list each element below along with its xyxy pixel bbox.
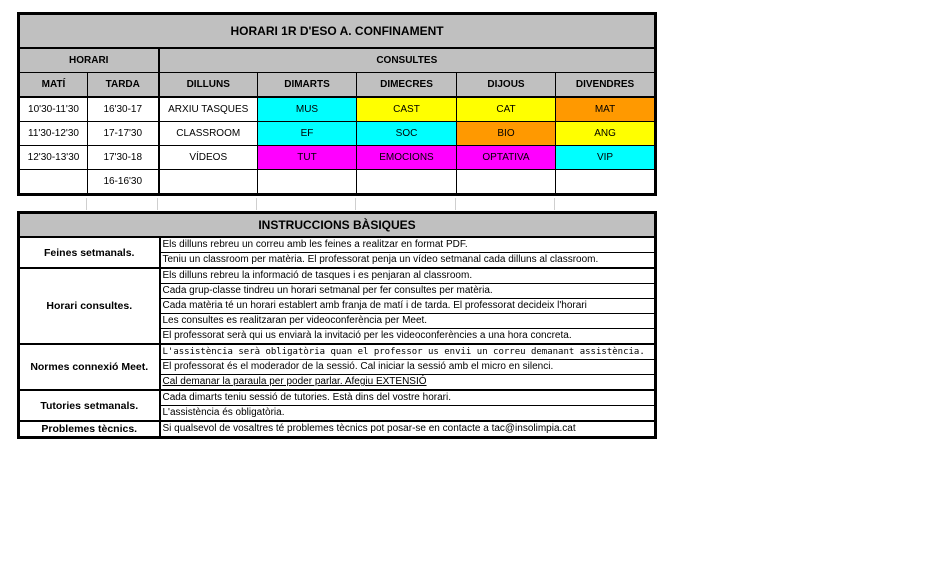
table-row [19, 170, 656, 195]
cell-dijous: BIO [457, 122, 556, 146]
header-dimecres: DIMECRES [357, 73, 457, 98]
cell-dimecres: EMOCIONS [357, 146, 457, 170]
cell-tarda: 16'30-17 [88, 97, 159, 122]
instruction-line: Cada matèria té un horari establert amb franja de matí i de tarda. El professorat decideix l'horari [160, 299, 656, 314]
header-dijous: DIJOUS [457, 73, 556, 98]
header-divendres: DIVENDRES [556, 73, 656, 98]
cell-dilluns [159, 170, 258, 195]
schedule-table [17, 12, 657, 196]
cell-dilluns: VÍDEOS [159, 146, 258, 170]
section-label-horari: Horari consultes. [19, 268, 160, 344]
instruction-line: El professorat serà qui us enviarà la invitació per les videoconferències a una hora concreta. [160, 329, 656, 345]
instruction-line: L'assistència serà obligatòria quan el professor us envii un correu demanant assistència. [160, 344, 656, 360]
cell-tarda: 17'30-18 [88, 146, 159, 170]
schedule-title: HORARI 1R D'ESO A. CONFINAMENT [19, 14, 656, 49]
cell-dimarts [258, 170, 357, 195]
cell-divendres: ANG [556, 122, 656, 146]
cell-dimarts: TUT [258, 146, 357, 170]
cell-dijous: OPTATIVA [457, 146, 556, 170]
cell-dimecres: CAST [357, 97, 457, 122]
header-mati: MATÍ [19, 73, 88, 98]
group-horari: HORARI [19, 48, 159, 73]
cell-dimecres [357, 170, 457, 195]
instruction-line: Cada dimarts teniu sessió de tutories. Està dins del vostre horari. [160, 390, 656, 406]
instruction-line-link[interactable]: Cal demanar la paraula per poder parlar. Afegiu EXTENSIÓ [160, 375, 656, 391]
table-row [19, 97, 656, 122]
instruction-line: Si qualsevol de vosaltres té problemes tècnics pot posar-se en contacte a tac@insolimpia.cat [160, 421, 656, 438]
cell-tarda: 17-17'30 [88, 122, 159, 146]
instruction-line: Teniu un classroom per matèria. El professorat penja un vídeo setmanal cada dilluns al classroom. [160, 253, 656, 269]
cell-dijous: CAT [457, 97, 556, 122]
instruction-line: Els dilluns rebreu un correu amb les feines a realitzar en format PDF. [160, 237, 656, 253]
cell-mati: 11'30-12'30 [19, 122, 88, 146]
cell-divendres [556, 170, 656, 195]
table-row [19, 122, 656, 146]
cell-dijous [457, 170, 556, 195]
header-dilluns: DILLUNS [159, 73, 258, 98]
instruction-line: Els dilluns rebreu la informació de tasques i es penjaran al classroom. [160, 268, 656, 284]
cell-divendres: MAT [556, 97, 656, 122]
section-label-tutories: Tutories setmanals. [19, 390, 160, 421]
instructions-title: INSTRUCCIONS BÀSIQUES [19, 213, 656, 238]
section-label-problemes: Problemes tècnics. [19, 421, 160, 438]
cell-tarda: 16-16'30 [88, 170, 159, 195]
instruction-line: Les consultes es realitzaran per videoconferència per Meet. [160, 314, 656, 329]
cell-dimecres: SOC [357, 122, 457, 146]
header-tarda: TARDA [88, 73, 159, 98]
instructions-table [17, 211, 657, 439]
table-row [19, 146, 656, 170]
header-dimarts: DIMARTS [258, 73, 357, 98]
cell-dimarts: MUS [258, 97, 357, 122]
section-label-normes: Normes connexió Meet. [19, 344, 160, 390]
group-consultes: CONSULTES [159, 48, 656, 73]
cell-dilluns: CLASSROOM [159, 122, 258, 146]
instruction-line: Cada grup-classe tindreu un horari setmanal per fer consultes per matèria. [160, 284, 656, 299]
table-spacer [17, 198, 657, 210]
cell-dilluns: ARXIU TASQUES [159, 97, 258, 122]
cell-mati: 12'30-13'30 [19, 146, 88, 170]
section-label-feines: Feines setmanals. [19, 237, 160, 268]
cell-mati: 10'30-11'30 [19, 97, 88, 122]
cell-mati [19, 170, 88, 195]
instruction-line: El professorat és el moderador de la sessió. Cal iniciar la sessió amb el micro en silenci. [160, 360, 656, 375]
instruction-line: L'assistència és obligatòria. [160, 406, 656, 422]
cell-divendres: VIP [556, 146, 656, 170]
cell-dimarts: EF [258, 122, 357, 146]
